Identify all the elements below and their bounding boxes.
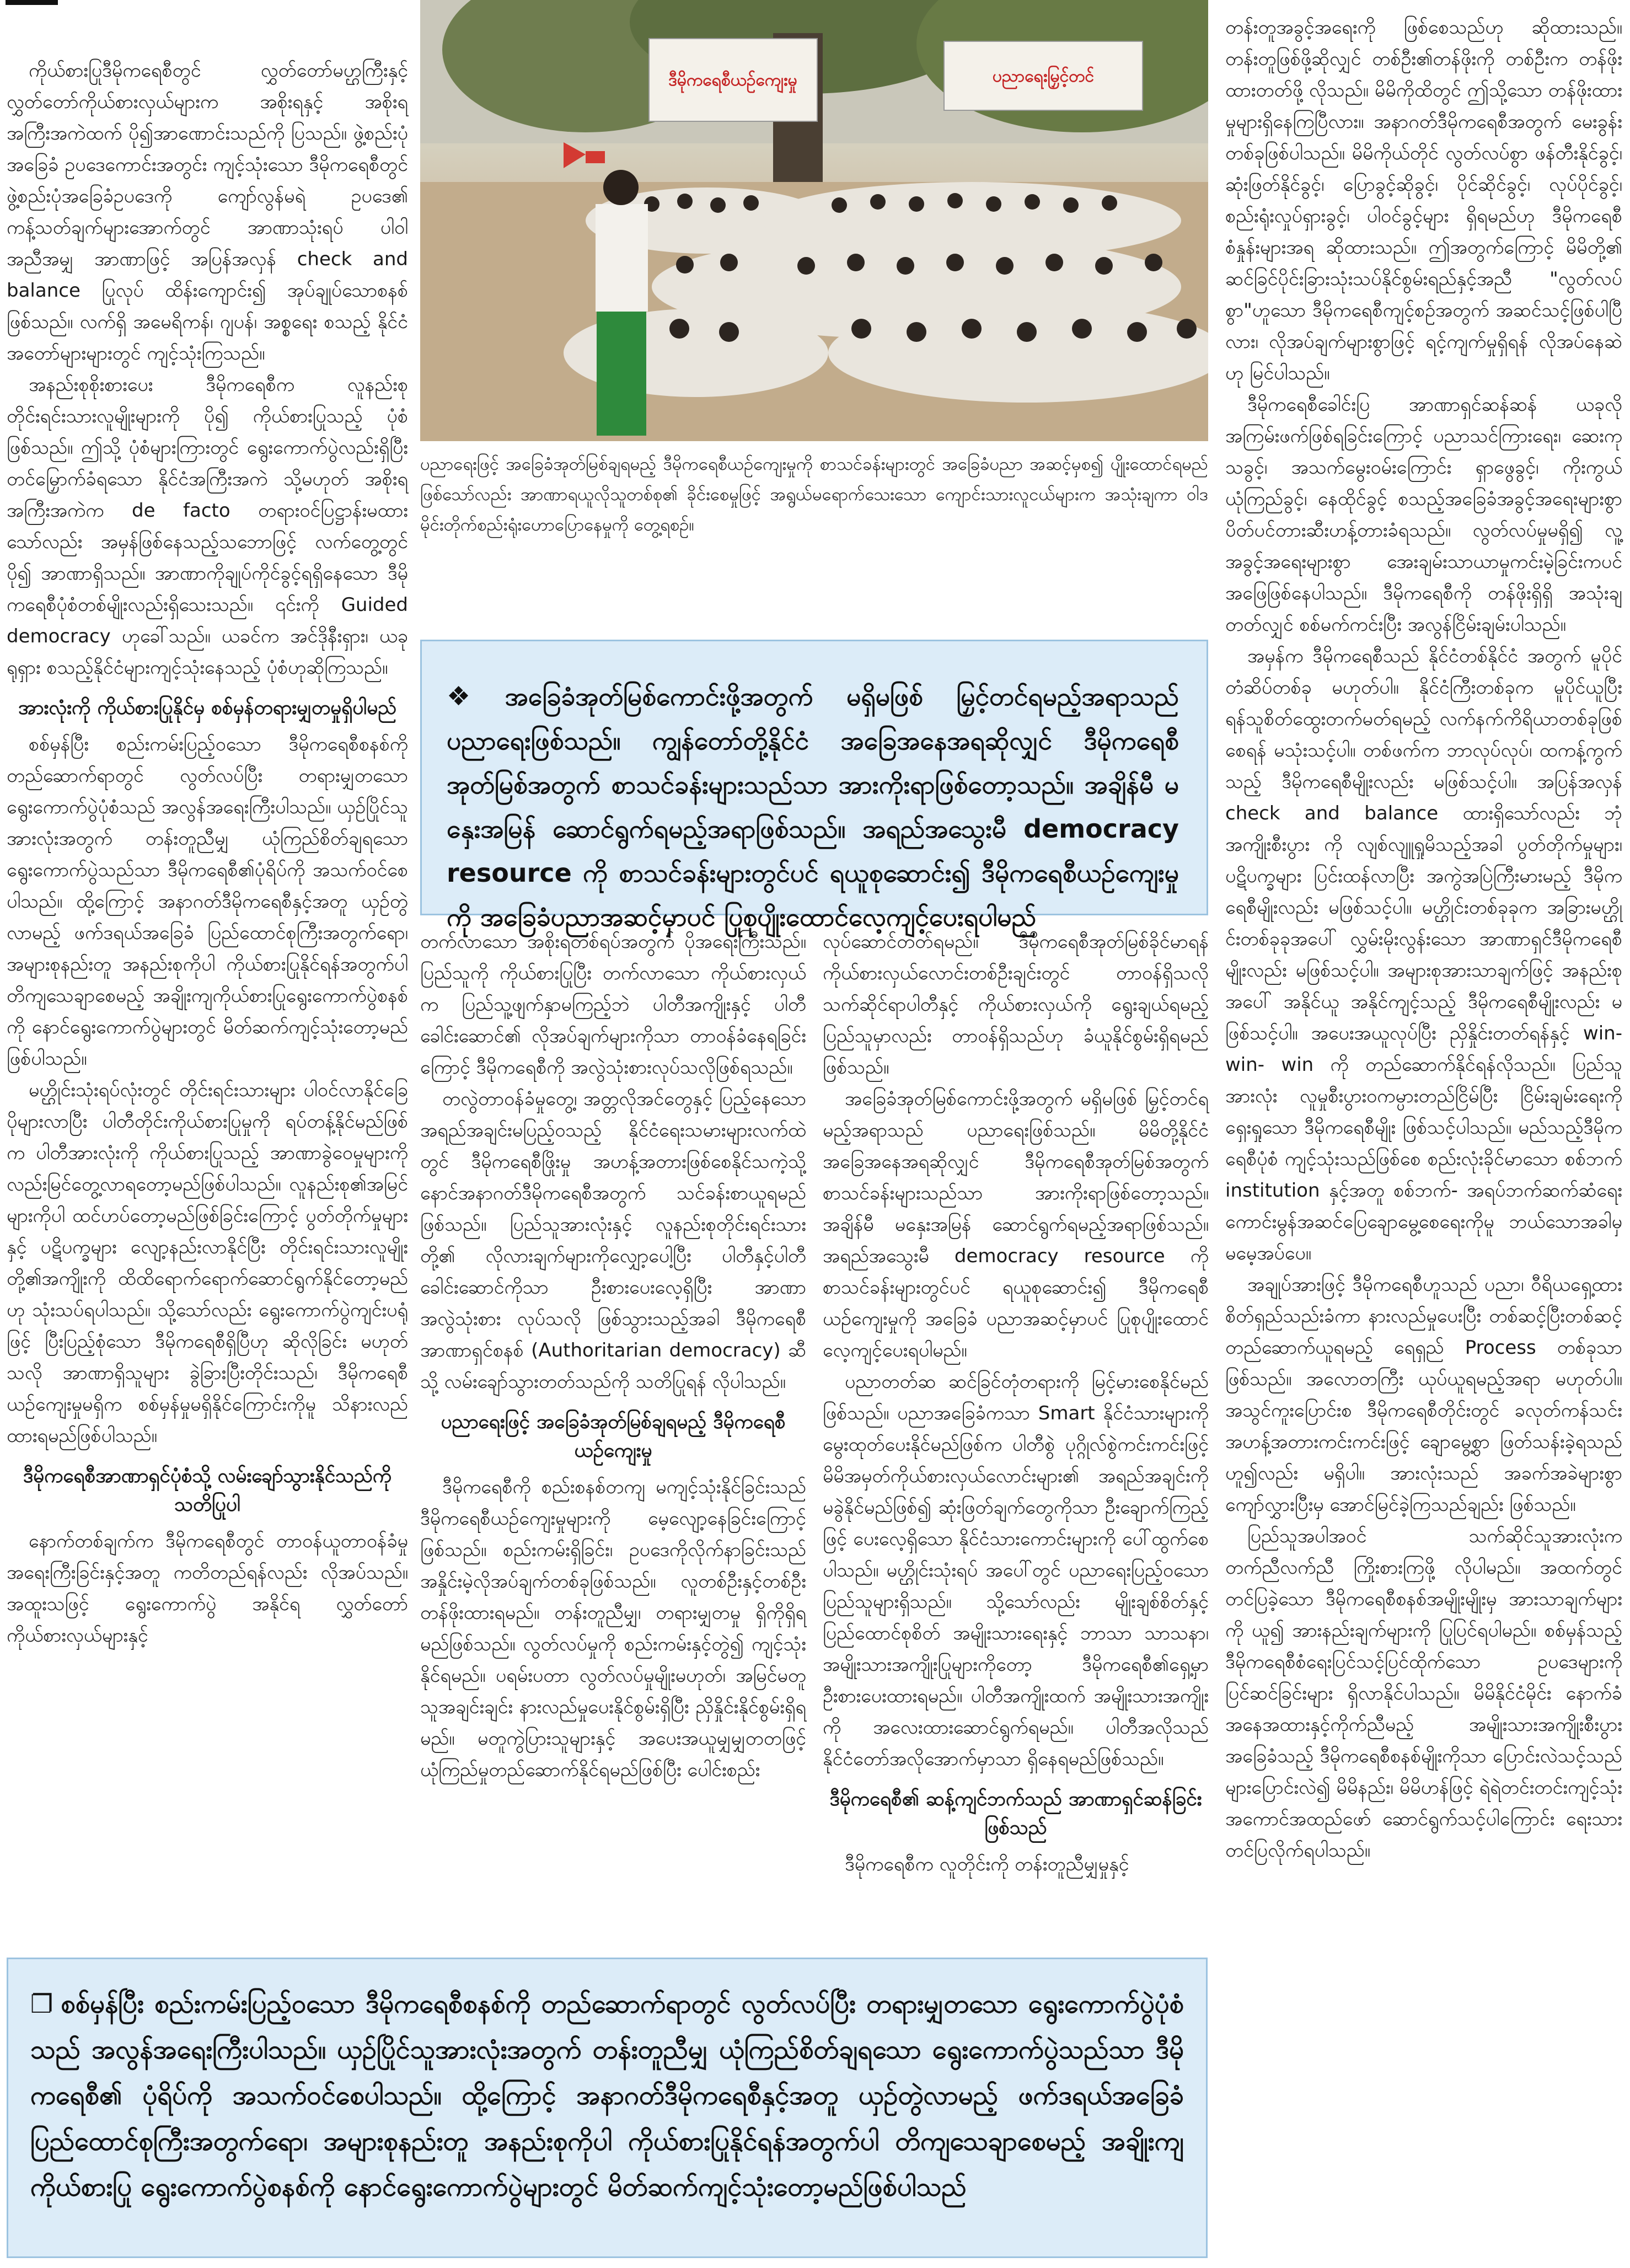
col4-paragraph: အချုပ်အားဖြင့် ဒီမိုကရေစီဟူသည် ပညာ၊ ဝီရိယရှေ့ထား စိတ်ရှည်သည်းခံကာ နားလည်မှုပေးပြီး တစ်ဆင့်ပြီးတစ်ဆင့် တည်ဆောက်ယူရမည့် ရေရှည် Process တစ်ခုသာဖြစ်သည်။ အလောတကြီး ယုပ်ယူရမည့်အရာ မဟုတ်ပါ။ အသွင်ကူးပြောင်းစ ဒီမိုကရေစီတိုင်းတွင် ခလုတ်ကန်သင်း အဟန့်အတားကင်းကင်းဖြင့် ချောမွေ့စွာ ဖြတ်သန်းခဲ့ရသည်ဟူ၍လည်း မရှိပါ။ အားလုံးသည် အခက်အခဲများစွာ ကျော်လွှားပြီးမှ အောင်မြင်ခဲ့ကြသည်ချည်း ဖြစ်သည်။ [1225, 1274, 1622, 1516]
col4-paragraph: ပြည်သူအပါအဝင် သက်ဆိုင်သူအားလုံးက တက်ညီလက်ညီ ကြိုးစားကြဖို့ လိုပါမည်။ အထက်တွင် တင်ပြခဲ့သော ဒီမိုကရေစီစနစ်အမျိုးမျိုးမှ အားသာချက်များကို ယူ၍ အားနည်းချက်များကို ပြုပြင်ရပါမည်။ စစ်မှန်သည့် ဒီမိုကရေစီစံရေးပြင်သင့်ပြင်ထိုက်သော ဥပဒေများကို ပြင်ဆင်ခြင်းများ ရှိလာနိုင်ပါသည်။ မိမိနိုင်ငံမိုင်း နောက်ခံအနေအထားနှင့်ကိုက်ညီမည့် အမျိုးသားအကျိုးစီးပွား အခြေခံသည့် ဒီမိုကရေစီစနစ်မျိုးကိုသာ ပြောင်းလဲသင့်သည်များပြောင်းလဲ၍ မိမိနည်း၊ မိမိဟန်ဖြင့် ရဲရဲတင်းတင်းကျင့်သုံး အကောင်အထည်ဖော် ဆောင်ရွက်သင့်ပါကြောင်း ရေးသားတင်ပြလိုက်ရပါသည်။ [1225, 1525, 1622, 1862]
col1-paragraph: နောက်တစ်ချက်က ဒီမိုကရေစီတွင် တာဝန်ယူတာဝန်ခံမှု အရေးကြီးခြင်းနှင့်အတူ ကတိတည်ရန်လည်း လိုအပ်သည်။ အထူးသဖြင့် ရွေးကောက်ပွဲ အနိုင်ရ လွှတ်တော်ကိုယ်စားလှယ်များနှင့် [7, 1530, 408, 1647]
col4-paragraph: ဒီမိုကရေစီခေါင်းပြ အာဏာရှင်ဆန်ဆန် ယခုလို အကြမ်းဖက်ဖြစ်ရခြင်းကြောင့် ပညာသင်ကြားရေး၊ ဆေးကုသခွင့်၊ အသက်မွေးဝမ်းကြောင်း ရှာဖွေခွင့်၊ ကိုးကွယ်ယုံကြည်ခွင့်၊ နေထိုင်ခွင့် စသည့်အခြေခံအခွင့်အရေးများစွာ ပိတ်ပင်တားဆီးဟန့်တားခံရသည်။ လွတ်လပ်မှုမရှိ၍ လူ့အခွင့်အရေးများစွာ အေးချမ်းသာယာမှုကင်းမဲ့ခြင်းကပင် အဖြေဖြစ်နေပါသည်။ ဒီမိုကရေစီကို တန်ဖိုးရှိရှိ အသုံးချတတ်လျှင် စစ်မက်ကင်းပြီး အလွန်ငြိမ်းချမ်းပါသည်။ [1225, 394, 1622, 636]
col1-paragraph: ကိုယ်စားပြုဒီမိုကရေစီတွင် လွှတ်တော်မဟ္ဌကြီးနှင့် လွှတ်တော်ကိုယ်စားလှယ်များက အစိုးရနှင့် အစိုးရအကြီးအကဲထက် ပို၍အာဏောင်းသည်ကို ပြသည်။ ဖွဲ့စည်းပုံအခြေခံ ဥပဒေကောင်းအတွင်း ကျင့်သုံးသော ဒီမိုကရေစီတွင် ဖွဲ့စည်းပုံအခြေခံဥပဒေကို ကျော်လွန်မရဲ ဥပဒေ၏ ကန့်သတ်ချက်များအောက်တွင် အာဏာသုံးရပ် ပါဝါအညီအမျှ အာဏာဖြင့် အပြန်အလှန် check and balance ပြုလုပ် ထိန်းကျောင်း၍ အုပ်ချုပ်သောစနစ်ဖြစ်သည်။ လက်ရှိ အမေရိကန်၊ ဂျပန်၊ အစ္စရေး စသည့် နိုင်ငံအတော်များများတွင် ကျင့်သုံးကြသည်။ [7, 60, 408, 364]
col3-subheading: ဒီမိုကရေစီ၏ ဆန့်ကျင်ဘက်သည် အာဏာရှင်ဆန်ခြင်းဖြစ်သည် [829, 1788, 1202, 1839]
col1-subheading: ဒီမိုကရေစီအာဏာရှင်ပုံစံသို့ လမ်းချော်သွားနိုင်သည်ကို သတိပြုပါ [23, 1465, 392, 1516]
crowd-of-students [564, 182, 1208, 403]
col1-paragraph: မဟ္ဌိုင်းသုံးရပ်လုံးတွင် တိုင်းရင်းသားများ ပါဝင်လာနိုင်ခြေပိုများလာပြီး ပါတီတိုင်းကိုယ်စားပြုမှုကို ရပ်တန့်နိုင်မည်ဖြစ်က ပါတီအားလုံးကို ကိုယ်စားပြုသည့် အာဏာခွဲဝေမှုများကိုလည်းမြင်တွေ့လာရတော့မည်ဖြစ်ပါသည်။ လူနည်းစု၏အမြင်များကိုပါ ထင်ဟပ်တော့မည်ဖြစ်ခြင်းကြောင့် ပွတ်တိုက်မှုများနှင့် ပဋိပက္ခများ လျော့နည်းလာနိုင်ပြီး တိုင်းရင်းသားလူမျိုးတို့၏အကျိုးကို ထိထိရောက်ရောက်ဆောင်ရွက်နိုင်တော့မည်ဟု သုံးသပ်ရပါသည်။ သို့သော်လည်း ရွေးကောက်ပွဲကျင်းပရုံဖြင့် ပြီးပြည့်စုံသော ဒီမိုကရေစီရှိပြီဟု ဆိုလိုခြင်း မဟုတ်သလို အာဏာရှိသူများ ခွဲခြားပြီးတိုင်းသည်၊ ဒီမိုကရေစီ ယဉ်ကျေးမှုမရှိက စစ်မှန်မှုမရှိနိုင်ကြောင်းကိုမူ သိနားလည်ထားရမည်ဖြစ်ပါသည်။ [7, 1079, 408, 1447]
bottom-highlight-text: စစ်မှန်ပြီး စည်းကမ်းပြည့်ဝသော ဒီမိုကရေစီစနစ်ကို တည်ဆောက်ရာတွင် လွတ်လပ်ပြီး တရားမျှတသော ရွေးကောက်ပွဲပုံစံသည် အလွန်အရေးကြီးပါသည်။ ယှဉ်ပြိုင်သူအားလုံးအတွက် တန်းတူညီမျှ ယုံကြည်စိတ်ချရသော ရွေးကောက်ပွဲသည်သာ ဒီမိုကရေစီ၏ ပုံရိပ်ကို အသက်ဝင်စေပါသည်။ ထို့ကြောင့် အနာဂတ်ဒီမိုကရေစီနှင့်အတူ ယှဉ်တွဲလာမည့် ဖက်ဒရယ်အခြေခံ ပြည်ထောင်စုကြီးအတွက်ရော၊ အများစုနည်းတူ အနည်းစုကိုပါ ကိုယ်စားပြုနိုင်ရန်အတွက်ပါ တိကျသေချာစေမည့် အချိုးကျကိုယ်စားပြု ရွေးကောက်ပွဲစနစ်ကို နောင်ရွေးကောက်ပွဲများတွင် မိတ်ဆက်ကျင့်သုံးတော့မည်ဖြစ်ပါသည် [30, 1989, 1184, 2202]
photo-illustration [420, 0, 1208, 441]
column-1 [7, 55, 408, 1652]
square-bullet-icon: ❐ [30, 1989, 53, 2019]
col1-paragraph: စစ်မှန်ပြီး စည်းကမ်းပြည့်ဝသော ဒီမိုကရေစီစနစ်ကို တည်ဆောက်ရာတွင် လွတ်လပ်ပြီး တရားမျှတသော ရွေးကောက်ပွဲပုံစံသည် အလွန်အရေးကြီးပါသည်။ ယှဉ်ပြိုင်သူအားလုံးအတွက် တန်းတူညီမျှ ယုံကြည်စိတ်ချရသော ရွေးကောက်ပွဲသည်သာ ဒီမိုကရေစီ၏ပုံရိပ်ကို အသက်ဝင်စေပါသည်။ ထို့ကြောင့် အနာဂတ်ဒီမိုကရေစီနှင့်အတူ ယှဉ်တွဲလာမည့် ဖက်ဒရယ်အခြေခံ ပြည်ထောင်စုကြီးအတွက်ရော၊ အများစုနည်းတူ အနည်းစုကိုပါ ကိုယ်စားပြုနိုင်ရန်အတွက်ပါ တိကျသေချာစေမည့် အချိုးကျကိုယ်စားပြုရွေးကောက်ပွဲစနစ်ကို နောင်ရွေးကောက်ပွဲများတွင် မိတ်ဆက်ကျင့်သုံးတော့မည် ဖြစ်ပါသည်။ [7, 733, 408, 1070]
bottom-highlight-box [7, 1958, 1208, 2258]
col2-paragraph: တက်လာသော အစိုးရတစ်ရပ်အတွက် ပိုအရေးကြီးသည်။ ပြည်သူကို ကိုယ်စားပြုပြီး တက်လာသော ကိုယ်စားလှယ်က ပြည်သူ့ဖျက်နှာမကြည့်ဘဲ ပါတီအကျိုးနှင့် ပါတီခေါင်းဆောင်၏ လိုအပ်ချက်များကိုသာ တာဝန်ခံနေရခြင်းကြောင့် ဒီမိုကရေစီကို အလွဲသုံးစားလုပ်သလိုဖြစ်ရသည်။ [420, 931, 806, 1079]
col1-paragraph: အနည်းစုစိုးစားပေး ဒီမိုကရေစီက လူနည်းစု တိုင်းရင်းသားလူမျိုးများကို ပို၍ ကိုယ်စားပြုသည့် ပုံစံဖြစ်သည်။ ဤသို့ ပုံစံများကြားတွင် ရွေးကောက်ပွဲလည်းရှိပြီး တင်မြှောက်ခံရသော နိုင်ငံအကြီးအကဲ သို့မဟုတ် အစိုးရအကြီးအကဲက de facto တရားဝင်ပြဋ္ဌာန်းမထားသော်လည်း အမှန်ဖြစ်နေသည့်သဘောဖြင့် လက်တွေ့တွင် ပို၍ အာဏာရှိသည်။ အာဏာကိုချုပ်ကိုင်ခွင့်ရရှိနေသော ဒီမိုကရေစီပုံစံတစ်မျိုးလည်းရှိသေးသည်။ ၎င်းကို Guided democracy ဟုခေါ်သည်။ ယခင်က အင်ဒိုနီးရှား၊ ယခု ရုရှား စသည့်နိုင်ငံများကျင့်သုံးနေသည့် ပုံစံဟုဆိုကြသည်။ [7, 374, 408, 679]
banner-right [944, 41, 1143, 110]
pull-quote [420, 640, 1208, 932]
col3-paragraph: လုပ်ဆောင်တတ်ရမည်။ ဒီမိုကရေစီအုတ်မြစ်ခိုင်မာရန် ကိုယ်စားလှယ်လောင်းတစ်ဦးချင်းတွင် တာဝန်ရှိသလို သက်ဆိုင်ရာပါတီနှင့် ကိုယ်စားလှယ်ကို ရွေးချယ်ရမည့် ပြည်သူမှာလည်း တာဝန်ရှိသည်ဟု ခံယူနိုင်စွမ်းရှိရမည်ဖြစ်သည်။ [823, 931, 1209, 1079]
banner-right-text: ပညာရေးမြှင့်တင် [992, 67, 1095, 86]
news-photo [420, 0, 1208, 441]
megaphone-icon [564, 142, 586, 168]
col4-paragraph: တန်းတူအခွင့်အရေးကို ဖြစ်စေသည်ဟု ဆိုထားသည်။ တန်းတူဖြစ်ဖို့ဆိုလျှင် တစ်ဦး၏တန်ဖိုးကို တစ်ဦးက တန်ဖိုးထားတတ်ဖို့ လိုသည်။ မိမိကိုထိတွင် ဤသို့သော တန်ဖိုးထားမှုများရှိနေကြပြီလား။ အနာဂတ်ဒီမိုကရေစီအတွက် မေးခွန်းတစ်ခုဖြစ်ပါသည်။ မိမိကိုယ်တိုင် လွတ်လပ်စွာ ဖန်တီးနိုင်ခွင့်၊ ဆုံးဖြတ်နိုင်ခွင့်၊ ပြောခွင့်ဆိုခွင့်၊ ပိုင်ဆိုင်ခွင့်၊ လုပ်ပိုင်ခွင့်၊ စည်းရုံးလှုပ်ရှားခွင့်၊ ပါဝင်ခွင့်များ ရှိရမည်ဟု ဒီမိုကရေစီစံနှုန်းများအရ ဆိုထားသည်။ ဤအတွက်ကြောင့် မိမိတို့၏ ဆင်ခြင်ပိုင်းခြားသုံးသပ်နိုင်စွမ်းရည်နှင့်အညီ "လွတ်လပ်စွာ"ဟူသော ဒီမိုကရေစီကျင့်စဉ်အတွက် အဆင်သင့်ဖြစ်ပါပြီလား၊ လိုအပ်ချက်များစွာဖြင့် ရင့်ကျက်မှုရှိရန် လိုအပ်နေဆဲဟု မြင်ပါသည်။ [1225, 17, 1622, 384]
col2-paragraph: ဒီမိုကရေစီကို စည်းစနစ်တကျ မကျင့်သုံးနိုင်ခြင်းသည် ဒီမိုကရေစီယဉ်ကျေးမှုများကို မေ့လျော့နေခြင်းကြောင့်ဖြစ်သည်။ စည်းကမ်းရှိခြင်း၊ ဥပဒေကိုလိုက်နာခြင်းသည် အနှိုင်းမဲ့လိုအပ်ချက်တစ်ခုဖြစ်သည်။ လူတစ်ဦးနှင့်တစ်ဦး တန်ဖိုးထားရမည်။ တန်းတူညီမျှ၊ တရားမျှတမှု ရှိကိုရှိရမည်ဖြစ်သည်။ လွတ်လပ်မှုကို စည်းကမ်းနှင့်တွဲ၍ ကျင့်သုံးနိုင်ရမည်။ ပရမ်းပတာ လွတ်လပ်မှုမျိုးမဟုတ်၊ အမြင်မတူသူအချင်းချင်း နားလည်မှုပေးနိုင်စွမ်းရှိပြီး ညှိနှိုင်းနိုင်စွမ်းရှိရမည်။ မတူကွဲပြားသူများနှင့် အပေးအယူမျှမျှတတဖြင့် ယုံကြည်မှုတည်ဆောက်နိုင်ရမည်ဖြစ်ပြီး ပေါင်းစည်း [420, 1476, 806, 1781]
col2-subheading: ပညာရေးဖြင့် အခြေခံအုတ်မြစ်ချရမည့် ဒီမိုကရေစီယဉ်ကျေးမှု [441, 1411, 786, 1462]
col3-paragraph: ဒီမိုကရေစီက လူတိုင်းကို တန်းတူညီမျှမှုနှင့် [845, 1853, 1129, 1875]
pull-quote-text: အခြေခံအုတ်မြစ်ကောင်းဖို့အတွက် မရှိမဖြစ် မြှင့်တင်ရမည့်အရာသည် ပညာရေးဖြစ်သည်။ ကျွန်တော်တို့နိုင်ငံ အခြေအနေအရဆိုလျှင် ဒီမိုကရေစီအုတ်မြစ်အတွက် စာသင်ခန်းများသည်သာ အားကိုးရာဖြစ်တော့သည်။ အချိန်မီ မနှေးအမြန် ဆောင်ရွက်ရမည့်အရာဖြစ်သည်။ အရည်အသွေးမီ democracy resource ကို စာသင်ခန်းများတွင်ပင် ရယူစုဆောင်း၍ ဒီမိုကရေစီယဉ်ကျေးမှုကို အခြေခံပညာအဆင့်မှာပင် ပြုစုပျိုးထောင်လေ့ကျင့်ပေးရပါမည် [447, 682, 1179, 932]
photo-caption: ပညာရေးဖြင့် အခြေခံအုတ်မြစ်ချရမည့် ဒီမိုကရေစီယဉ်ကျေးမှုကို စာသင်ခန်းများတွင် အခြေခံပညာ အဆင့်မှစ၍ ပျိုးထောင်ရမည်ဖြစ်သော်လည်း အာဏာရယူလိုသူတစ်စု၏ ခိုင်းစေမှုဖြင့် အရွယ်မရောက်သေးသော ကျောင်းသားလူငယ်များက အသုံးချကာ ဝါဒမိုင်းတိုက်စည်းရုံးဟောပြောနေမှုကို တွေ့ရစဉ်။ [420, 454, 1208, 535]
col3-paragraph: ပညာတတ်ဆ ဆင်ခြင်တုံတရားကို မြင့်မားစေနိုင်မည်ဖြစ်သည်။ ပညာအခြေခံကသာ Smart နိုင်ငံသားများကို မွေးထုတ်ပေးနိုင်မည်ဖြစ်က ပါတီစွဲ ပုဂ္ဂိုလ်စွဲကင်းကင်းဖြင့် မိမိအမှတ်ကိုယ်စားလှယ်လောင်းများ၏ အရည်အချင်းကို မခွဲနိုင်မည်ဖြစ်၍ ဆုံးဖြတ်ချက်တွေကိုသာ ဦးချောက်ကြည့်ဖြင့် ပေးလေ့ရှိသော နိုင်ငံသားကောင်းများကို ပေါ်ထွက်စေပါသည်။ မဟ္ဌိုင်းသုံးရပ် အပေါ်တွင် ပညာရေးပြည့်ဝသော ပြည်သူများရှိသည်။ သို့သော်လည်း မျိုးချစ်စိတ်နှင့် ပြည်ထောင်စုစိတ် အမျိုးသားရေးနှင့် ဘာသာ သာသနာ၊ အမျိုးသားအကျိုးပြုများကိုတော့ ဒီမိုကရေစီ၏ရှေ့မှာ ဦးစားပေးထားရမည်။ ပါတီအကျိုးထက် အမျိုးသားအကျိုးကို အလေးထားဆောင်ရွက်ရမည်။ ပါတီအလိုသည် နိုင်ငံတော်အလိုအောက်မှာသာ ရှိနေရမည်ဖြစ်သည်။ [823, 1371, 1209, 1770]
banner-left-text: ဒီမိုကရေစီယဉ်ကျေးမှု [668, 71, 797, 90]
column-2 [420, 926, 806, 1786]
column-3 [823, 926, 1209, 1880]
column-4 [1225, 12, 1622, 1867]
diamond-bullet-icon: ❖ [447, 681, 495, 712]
col3-paragraph: အခြေခံအုတ်မြစ်ကောင်းဖို့အတွက် မရှိမဖြစ် မြှင့်တင်ရမည့်အရာသည် ပညာရေးဖြစ်သည်။ မိမိတို့နိုင်ငံ အခြေအနေအရဆိုလျှင် ဒီမိုကရေစီအုတ်မြစ်အတွက် စာသင်ခန်းများသည်သာ အားကိုးရာဖြစ်တော့သည်။ အချိန်မီ မနှေးအမြန် ဆောင်ရွက်ရမည့်အရာဖြစ်သည်။ အရည်အသွေးမီ democracy resource ကို စာသင်ခန်းများတွင်ပင် ရယူစုဆောင်း၍ ဒီမိုကရေစီယဉ်ကျေးမှုကို အခြေခံ ပညာအဆင့်မှာပင် ပြုစုပျိုးထောင်လေ့ကျင့်ပေးရပါမည်။ [823, 1088, 1209, 1361]
col1-subheading: အားလုံးကို ကိုယ်စားပြုနိုင်မှ စစ်မှန်တရားမျှတမှုရှိပါမည် [18, 697, 397, 719]
col2-paragraph: တလွဲတာဝန်ခံမှုတွေ့၊ အတ္တလိုအင်တွေနှင့် ပြည့်နေသော အရည်အချင်းမပြည့်ဝသည့် နိုင်ငံရေးသမားများလက်ထဲတွင် ဒီမိုကရေစီဖြိုးမှု အဟန့်အတားဖြစ်စေနိုင်သကဲ့သို့ နောင်အနာဂတ်ဒီမိုကရေစီအတွက် သင်ခန်းစာယူရမည်ဖြစ်သည်။ ပြည်သူအားလုံးနှင့် လူနည်းစုတိုင်းရင်းသားတို့၏ လိုလားချက်များကိုလျှော့ပေါ့ပြီး ပါတီနှင့်ပါတီခေါင်းဆောင်ကိုသာ ဦးစားပေးလေ့ရှိပြီး အာဏာအလွဲသုံးစား လုပ်သလို ဖြစ်သွားသည့်အခါ ဒီမိုကရေစီအာဏာရှင်စနစ် (Authoritarian democracy) ဆီသို့ လမ်းချော်သွားတတ်သည်ကို သတိပြုရန် လိုပါသည်။ [420, 1088, 806, 1393]
col4-paragraph: အမှန်က ဒီမိုကရေစီသည် နိုင်ငံတစ်နိုင်ငံ အတွက် မူပိုင်တံဆိပ်တစ်ခု မဟုတ်ပါ။ နိုင်ငံကြီးတစ်ခုက မူပိုင်ယူပြီး ရန်သူစိတ်ထွေးတက်မတ်ရမည့် လက်နက်ကိရိယာတစ်ခုဖြစ်စေရန် မသုံးသင့်ပါ။ တစ်ဖက်က ဘာလုပ်လုပ်၊ ထကန့်ကွက်သည့် ဒီမိုကရေစီမျိုးလည်း မဖြစ်သင့်ပါ။ အပြန်အလှန် check and balance ထားရှိသော်လည်း ဘုံအကျိုးစီးပွား ကို လျစ်လျူရှုမိသည့်အခါ ပွတ်တိုက်မှုများ၊ ပဋိပက္ခများ ပြင်းထန်လာပြီး အကွဲအပြဲကြီးမားမည့် ဒီမိုကရေစီမျိုးလည်း မဖြစ်သင့်ပါ။ မဟ္ဌိုင်းတစ်ခုခုက အခြားမဟ္ဌိုင်းတစ်ခုခုအပေါ် လွှမ်းမိုးလွန်းသော အာဏာရှင်ဒီမိုကရေစီမျိုးလည်း မဖြစ်သင့်ပါ။ အများစုအားသာချက်ဖြင့် အနည်းစုအပေါ် အနိုင်ယူ အနိုင်ကျင့်သည့် ဒီမိုကရေစီမျိုးလည်း မဖြစ်သင့်ပါ။ အပေးအယူလုပ်ပြီး ညှိနှိုင်းတတ်ရန်နှင့် win- win- win ကို တည်ဆောက်နိုင်ရန်လိုသည်။ ပြည်သူအားလုံး လူမှုစီးပွားဝကမ္ပားတည်ငြိမ်ပြီး ငြိမ်းချမ်းရေးကိုရှေးရှုသော ဒီမိုကရေစီမျိုး ဖြစ်သင့်ပါသည်။ မည်သည့်ဒီမိုကရေစီပုံစံ ကျင့်သုံးသည်ဖြစ်စေ စည်းလုံးခိုင်မာသော စစ်ဘက် institution နှင့်အတူ စစ်ဘက်- အရပ်ဘက်ဆက်ဆံရေး ကောင်းမွန်အဆင်ပြေချောမွေ့စေရေးကိုမူ ဘယ်သောအခါမှ မမေ့အပ်ပေ။ [1225, 645, 1622, 1264]
banner-left [649, 39, 817, 121]
top-rule [6, 0, 58, 5]
